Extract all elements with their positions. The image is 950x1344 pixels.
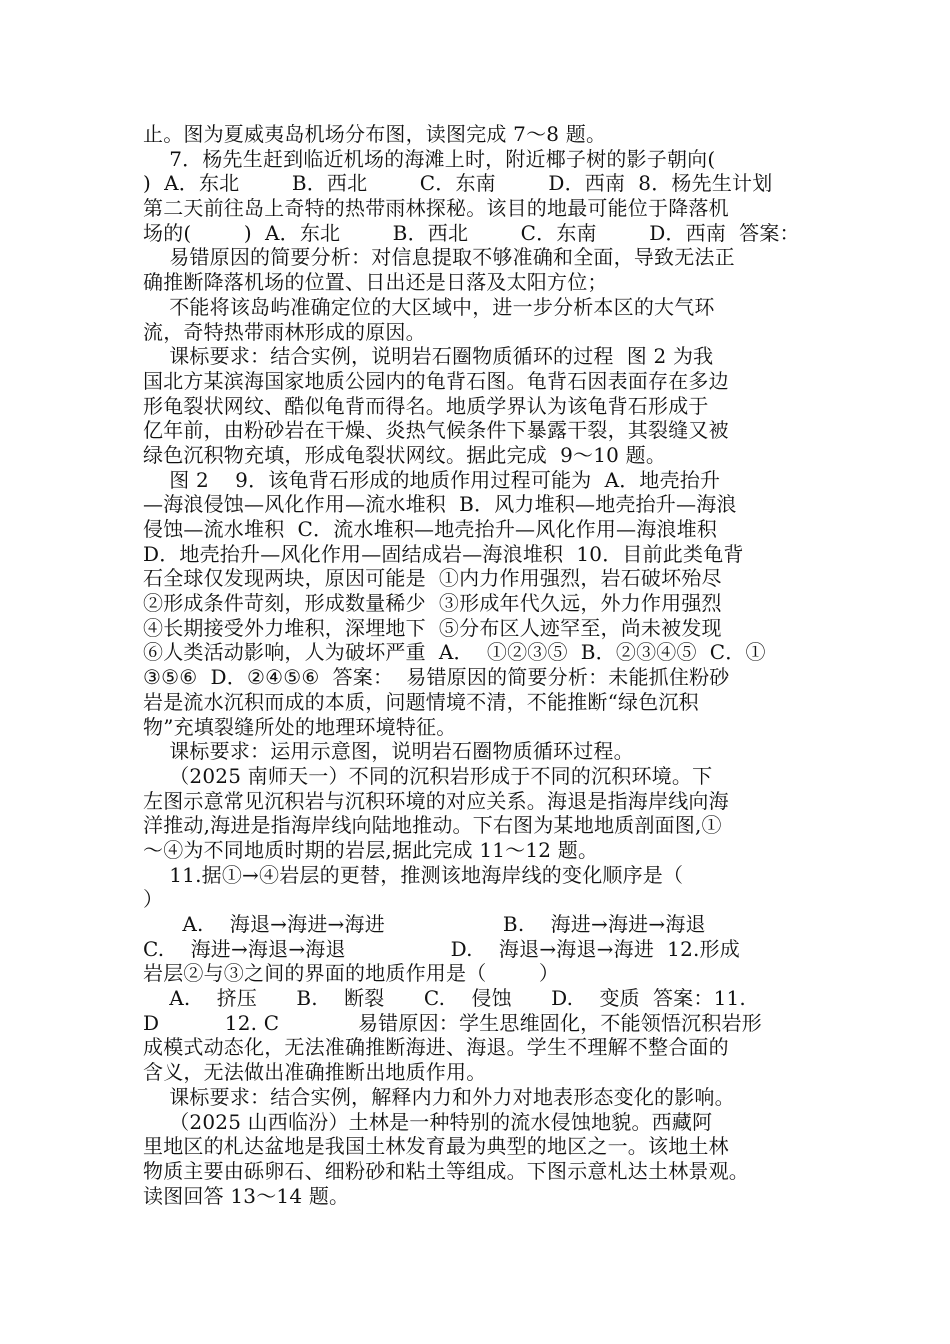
text-line: 成模式动态化，无法准确推断海进、海退。学生不理解不整合面的 <box>143 1035 729 1060</box>
text-line: ③⑤⑥ D．②④⑤⑥ 答案： 易错原因的简要分析：未能抓住粉砂 <box>143 665 730 690</box>
text-line: 7．杨先生赶到临近机场的海滩上时，附近椰子树的影子朝向( <box>143 146 716 171</box>
text-line: D 12. C 易错原因：学生思维固化，不能领悟沉积岩形 <box>143 1010 762 1035</box>
text-line: —海浪侵蚀—风化作用—流水堆积 B．风力堆积—地壳抬升—海浪 <box>143 492 737 517</box>
text-line: 课标要求：运用示意图，说明岩石圈物质循环过程。 <box>143 739 634 764</box>
text-line: 易错原因的简要分析：对信息提取不够准确和全面，导致无法正 <box>143 245 735 270</box>
text-line: 左图示意常见沉积岩与沉积环境的对应关系。海退是指海岸线向海 <box>143 788 729 813</box>
text-line: 侵蚀—流水堆积 C．流水堆积—地壳抬升—风化作用—海浪堆积 <box>143 517 718 541</box>
text-line: 岩层②与③之间的界面的地质作用是（ ） <box>143 961 560 986</box>
text-line: 洋推动,海进是指海岸线向陆地推动。下右图为某地地质剖面图,① <box>143 813 722 838</box>
text-line: ④长期接受外力堆积，深埋地下 ⑤分布区人迹罕至，尚未被发现 <box>143 615 722 640</box>
text-line: 止。图为夏威夷岛机场分布图，读图完成 7～8 题。 <box>143 122 607 146</box>
text-line: 绿色沉积物充填，形成龟裂状网纹。据此完成 9～10 题。 <box>143 442 667 467</box>
text-line: 图 2 9．该龟背石形成的地质作用过程可能为 A．地壳抬升 <box>143 467 721 492</box>
text-line: 形龟裂状网纹、酷似龟背而得名。地质学界认为该龟背石形成于 <box>143 393 709 418</box>
text-line: 物质主要由砾卵石、细粉砂和粘土等组成。下图示意札达土林景观。 <box>143 1158 749 1183</box>
text-line: 含义，无法做出准确推断出地质作用。 <box>143 1060 487 1085</box>
text-line: ) A．东北 B．西北 C．东南 D．西南 8．杨先生计划 <box>143 171 773 196</box>
text-line: A. 海退→海进→海进 B. 海进→海进→海退 <box>143 912 706 936</box>
text-line: 11.据①→④岩层的更替，推测该地海岸线的变化顺序是（ <box>143 862 684 887</box>
text-line: 物”充填裂缝所处的地理环境特征。 <box>143 714 457 739</box>
text-line: C. 海进→海退→海退 D. 海退→海退→海进 12.形成 <box>143 936 740 961</box>
text-line: D．地壳抬升—风化作用—固结成岩—海浪堆积 10．目前此类龟背 <box>143 541 744 566</box>
text-line: 亿年前，由粉砂岩在干燥、炎热气候条件下暴露干裂，其裂缝又被 <box>143 418 729 443</box>
text-line: ～④为不同地质时期的岩层,据此完成 11～12 题。 <box>143 837 599 862</box>
text-line: 场的( ) A．东北 B．西北 C．东南 D．西南 答案： <box>143 220 800 245</box>
document-body <box>143 122 811 1208</box>
text-line: A. 挤压 B. 断裂 C. 侵蚀 D. 变质 答案：11. <box>143 986 746 1011</box>
text-line: 课标要求：结合实例，解释内力和外力对地表形态变化的影响。 <box>143 1084 735 1109</box>
text-line: ②形成条件苛刻，形成数量稀少 ③形成年代久远，外力作用强烈 <box>143 591 722 616</box>
text-line: 岩是流水沉积而成的本质，问题情境不清，不能推断“绿色沉积 <box>143 689 699 714</box>
text-line: 里地区的札达盆地是我国土林发育最为典型的地区之一。该地土林 <box>143 1134 729 1159</box>
text-line: 确推断降落机场的位置、日出还是日落及太阳方位； <box>143 270 608 295</box>
text-line: ⑥人类活动影响，人为破坏严重 A． ①②③⑤ B．②③④⑤ C．① <box>143 640 766 665</box>
text-line: 不能将该岛屿准确定位的大区域中，进一步分析本区的大气环 <box>143 294 715 319</box>
text-line: （2025 南师天一）不同的沉积岩形成于不同的沉积环境。下 <box>143 763 713 788</box>
text-line: 石全球仅发现两块，原因可能是 ①内力作用强烈，岩石破坏殆尽 <box>143 566 722 591</box>
text-line: 国北方某滨海国家地质公园内的龟背石图。龟背石因表面存在多边 <box>143 368 729 393</box>
text-line: 课标要求：结合实例，说明岩石圈物质循环的过程 图 2 为我 <box>143 344 714 369</box>
text-line: 第二天前往岛上奇特的热带雨林探秘。该目的地最可能位于降落机 <box>143 196 729 221</box>
text-line: （2025 山西临汾）土林是一种特别的流水侵蚀地貌。西藏阿 <box>143 1109 713 1134</box>
text-line: ） <box>143 887 164 912</box>
text-line: 读图回答 13～14 题。 <box>143 1183 350 1208</box>
text-line: 流，奇特热带雨林形成的原因。 <box>143 319 426 344</box>
